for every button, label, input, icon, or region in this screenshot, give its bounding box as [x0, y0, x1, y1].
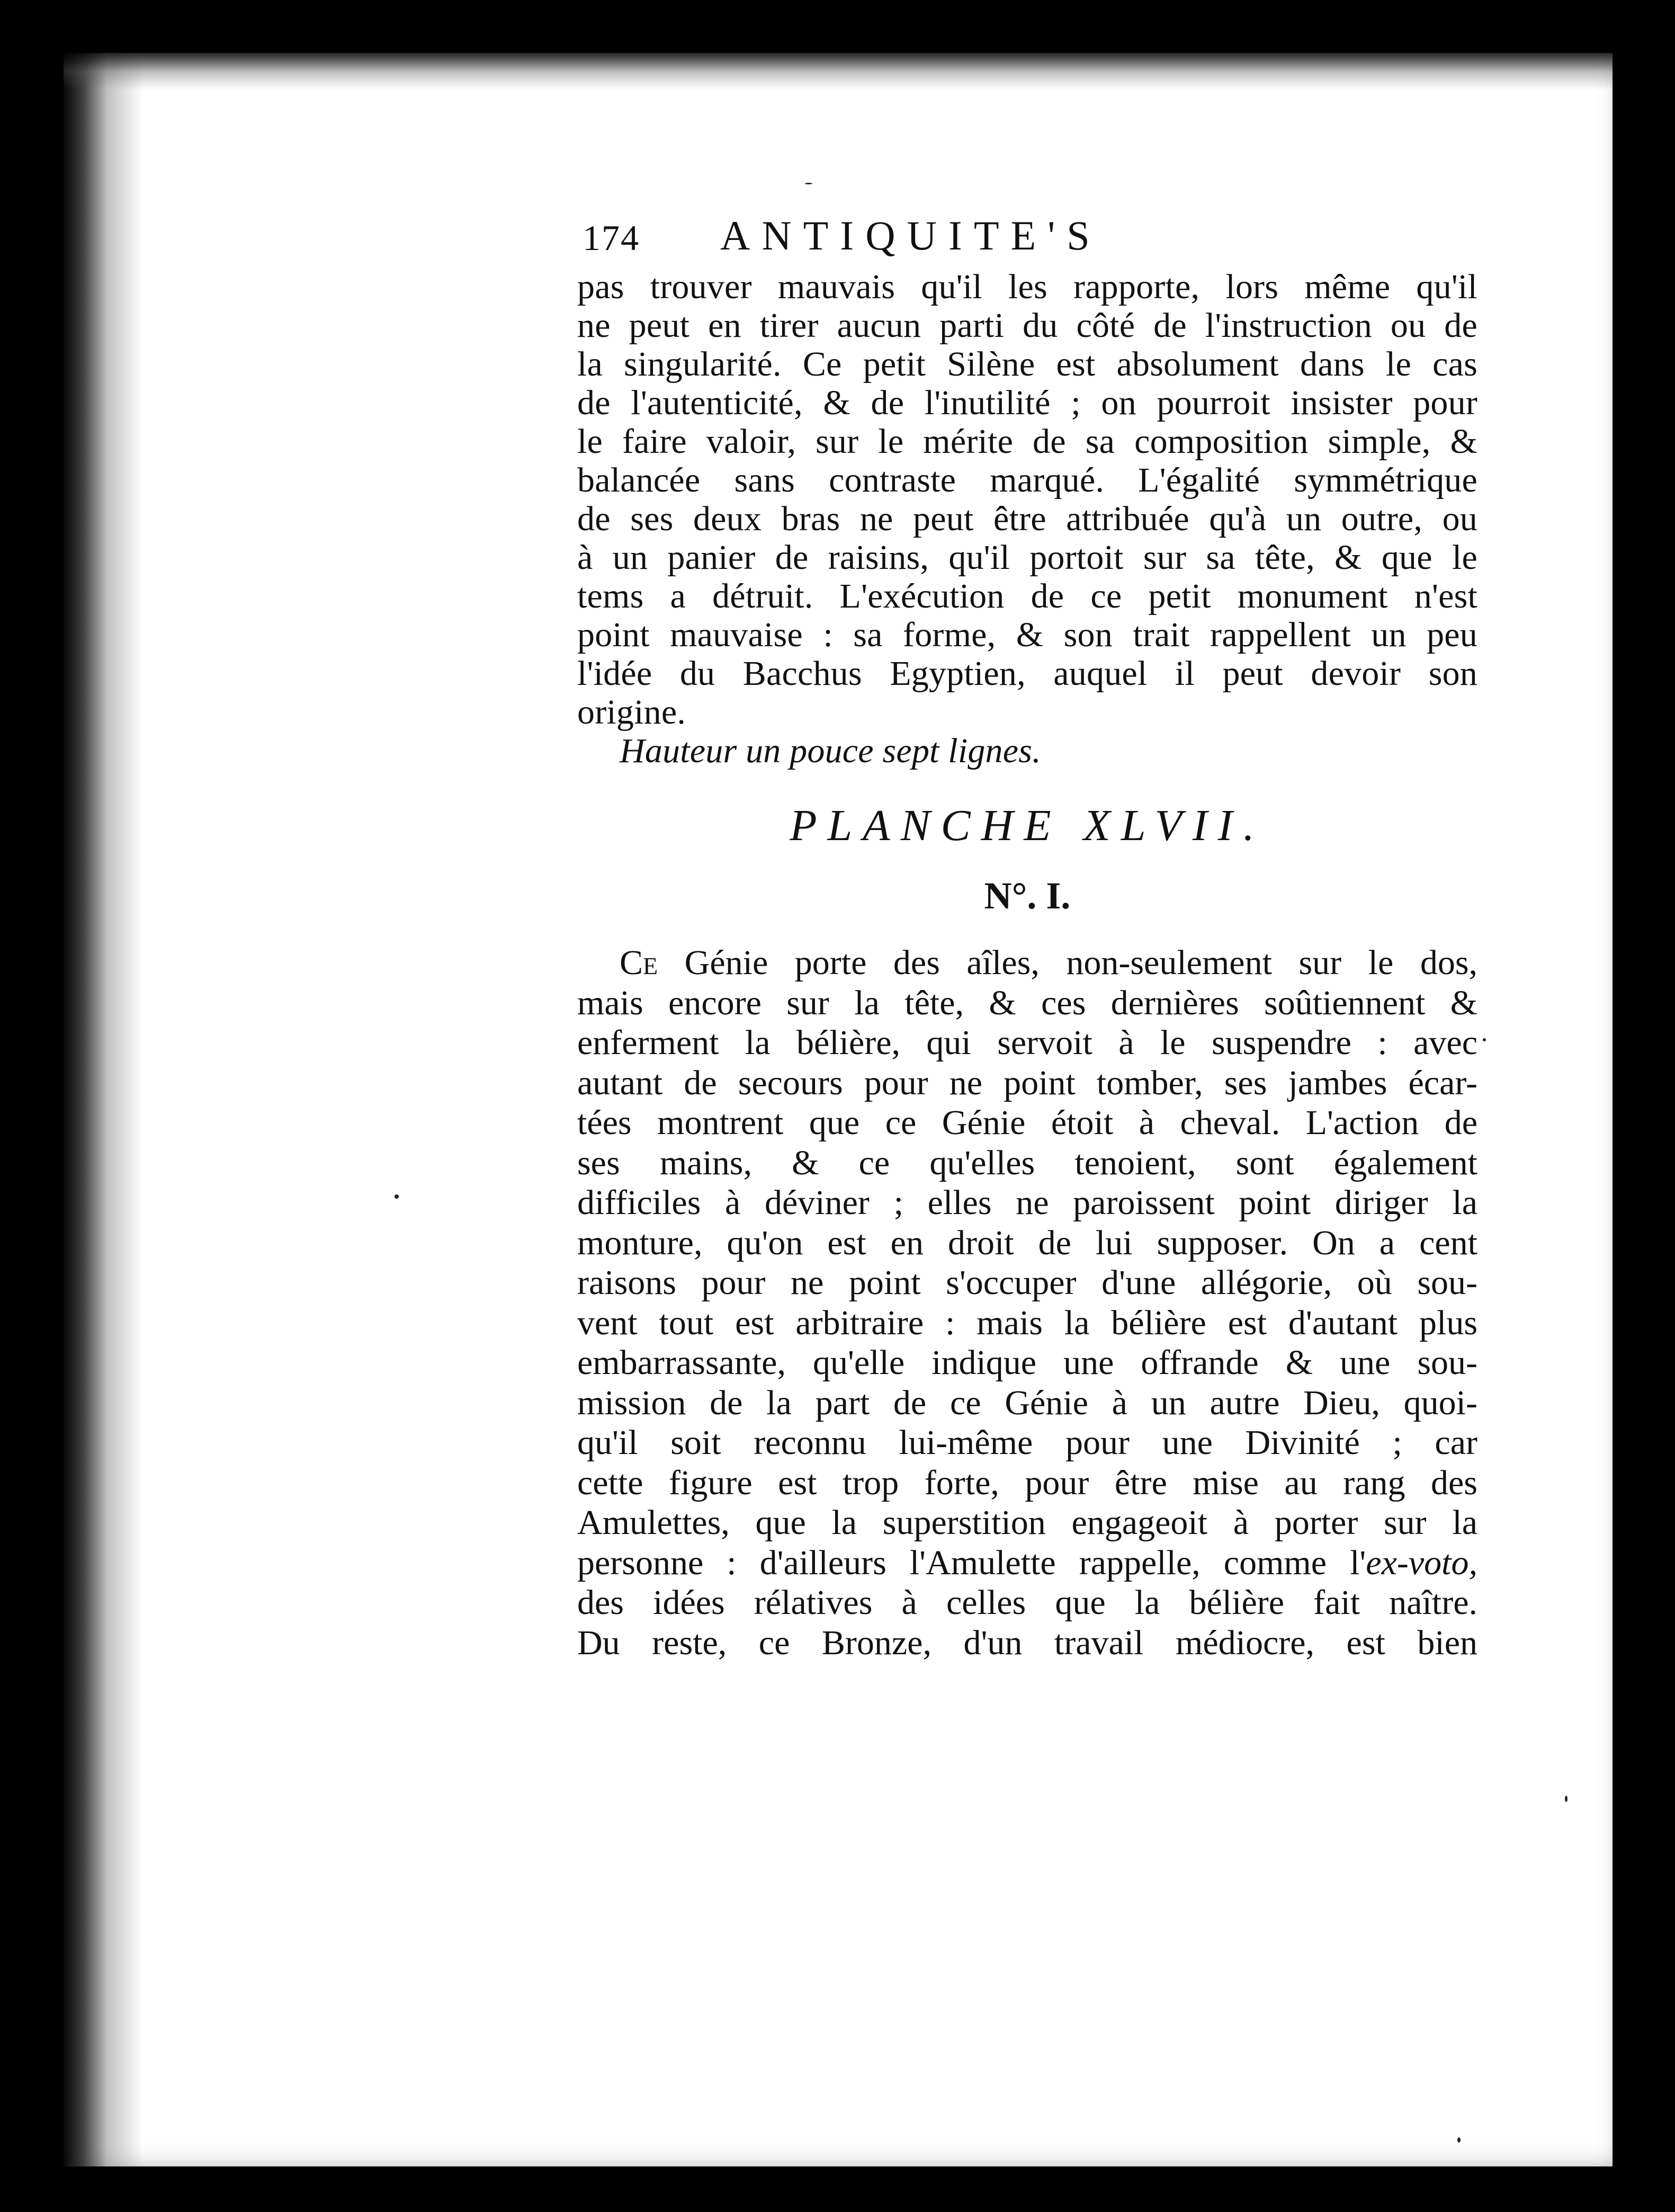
text-line — [577, 1543, 1477, 1583]
text-line: tems a détruit. L'exécution de ce petit monument n'est — [577, 577, 1477, 616]
text-line: Du reste, ce Bronze, d'un travail médiocre, est bien — [577, 1623, 1477, 1662]
text-line: qu'il soit reconnu lui-même pour une Divinité ; car — [577, 1423, 1477, 1462]
text-line: ne peut en tirer aucun parti du côté de l'instruction ou de — [577, 306, 1477, 345]
text-line: la singularité. Ce petit Silène est absolument dans le cas — [577, 345, 1477, 383]
text-line: vent tout est arbitraire : mais la bélière est d'autant plus — [577, 1303, 1477, 1342]
text-line: des idées rélatives à celles que la bélière fait naître. — [577, 1583, 1477, 1622]
intro-paragraph — [577, 267, 1477, 770]
text-line: à un panier de raisins, qu'il portoit sur sa tête, & que le — [577, 538, 1477, 577]
running-head — [583, 212, 1271, 270]
text-line: origine. — [577, 693, 686, 732]
text-line-rest: Génie porte des aîles, non-seulement sur le dos, — [658, 943, 1477, 982]
running-title: ANTIQUITE'S — [720, 212, 1101, 258]
text-line: pas trouver mauvais qu'il les rapporte, lors même qu'il — [577, 267, 1477, 306]
text-line: de l'autenticité, & de l'inutilité ; on pourroit insister pour — [577, 383, 1477, 422]
scan-speck — [1565, 1796, 1567, 1802]
text-line — [577, 943, 1477, 983]
dimension-note: Hauteur un pouce sept lignes. — [620, 732, 1041, 770]
scan-speck — [1457, 2137, 1461, 2143]
scan-speck — [805, 183, 812, 184]
text-line: l'idée du Bacchus Egyptien, auquel il peut devoir son — [577, 654, 1477, 693]
scan-speck — [1483, 1038, 1486, 1041]
text-line: enferment la bélière, qui servoit à le suspendre : avec — [577, 1023, 1477, 1062]
text-line: ses mains, & ce qu'elles tenoient, sont également — [577, 1143, 1477, 1182]
text-line: cette figure est trop forte, pour être mise au rang des — [577, 1463, 1477, 1502]
text-line: monture, qu'on est en droit de lui supposer. On a cent — [577, 1223, 1477, 1262]
text-line: point mauvaise : sa forme, & son trait rappellent un peu — [577, 616, 1477, 654]
text-line: mais encore sur la tête, & ces dernières soûtiennent & — [577, 983, 1477, 1022]
text-line: tées montrent que ce Génie étoit à cheval. L'action de — [577, 1103, 1477, 1142]
scan-speck — [395, 1194, 399, 1199]
plate-heading: PLANCHE XLVII. — [790, 801, 1265, 850]
text-line: embarrassante, qu'elle indique une offrande & une sou- — [577, 1343, 1477, 1382]
number-heading: N°. I. — [984, 875, 1071, 917]
top-edge-shadow — [64, 53, 1613, 90]
italic-term: ex-voto, — [1366, 1543, 1477, 1582]
text-line: mission de la part de ce Génie à un autre Dieu, quoi- — [577, 1383, 1477, 1422]
page-number: 174 — [583, 218, 640, 258]
text-line: raisons pour ne point s'occuper d'une allégorie, où sou- — [577, 1263, 1477, 1302]
text-line-rest: personne : d'ailleurs l'Amulette rappelle, comme l' — [577, 1543, 1366, 1582]
text-line: balancée sans contraste marqué. L'égalité symmétrique — [577, 461, 1477, 500]
body-paragraph — [577, 943, 1477, 1663]
text-line: autant de secours pour ne point tomber, ses jambes écar- — [577, 1063, 1477, 1102]
drop-word: Ce — [620, 943, 658, 982]
text-line: le faire valoir, sur le mérite de sa composition simple, & — [577, 422, 1477, 461]
text-line: Amulettes, que la superstition engageoit à porter sur la — [577, 1503, 1477, 1542]
text-line: de ses deux bras ne peut être attribuée qu'à un outre, ou — [577, 500, 1477, 538]
binding-gutter-shadow — [64, 53, 143, 2166]
text-line: difficiles à déviner ; elles ne paroissent point diriger la — [577, 1183, 1477, 1222]
